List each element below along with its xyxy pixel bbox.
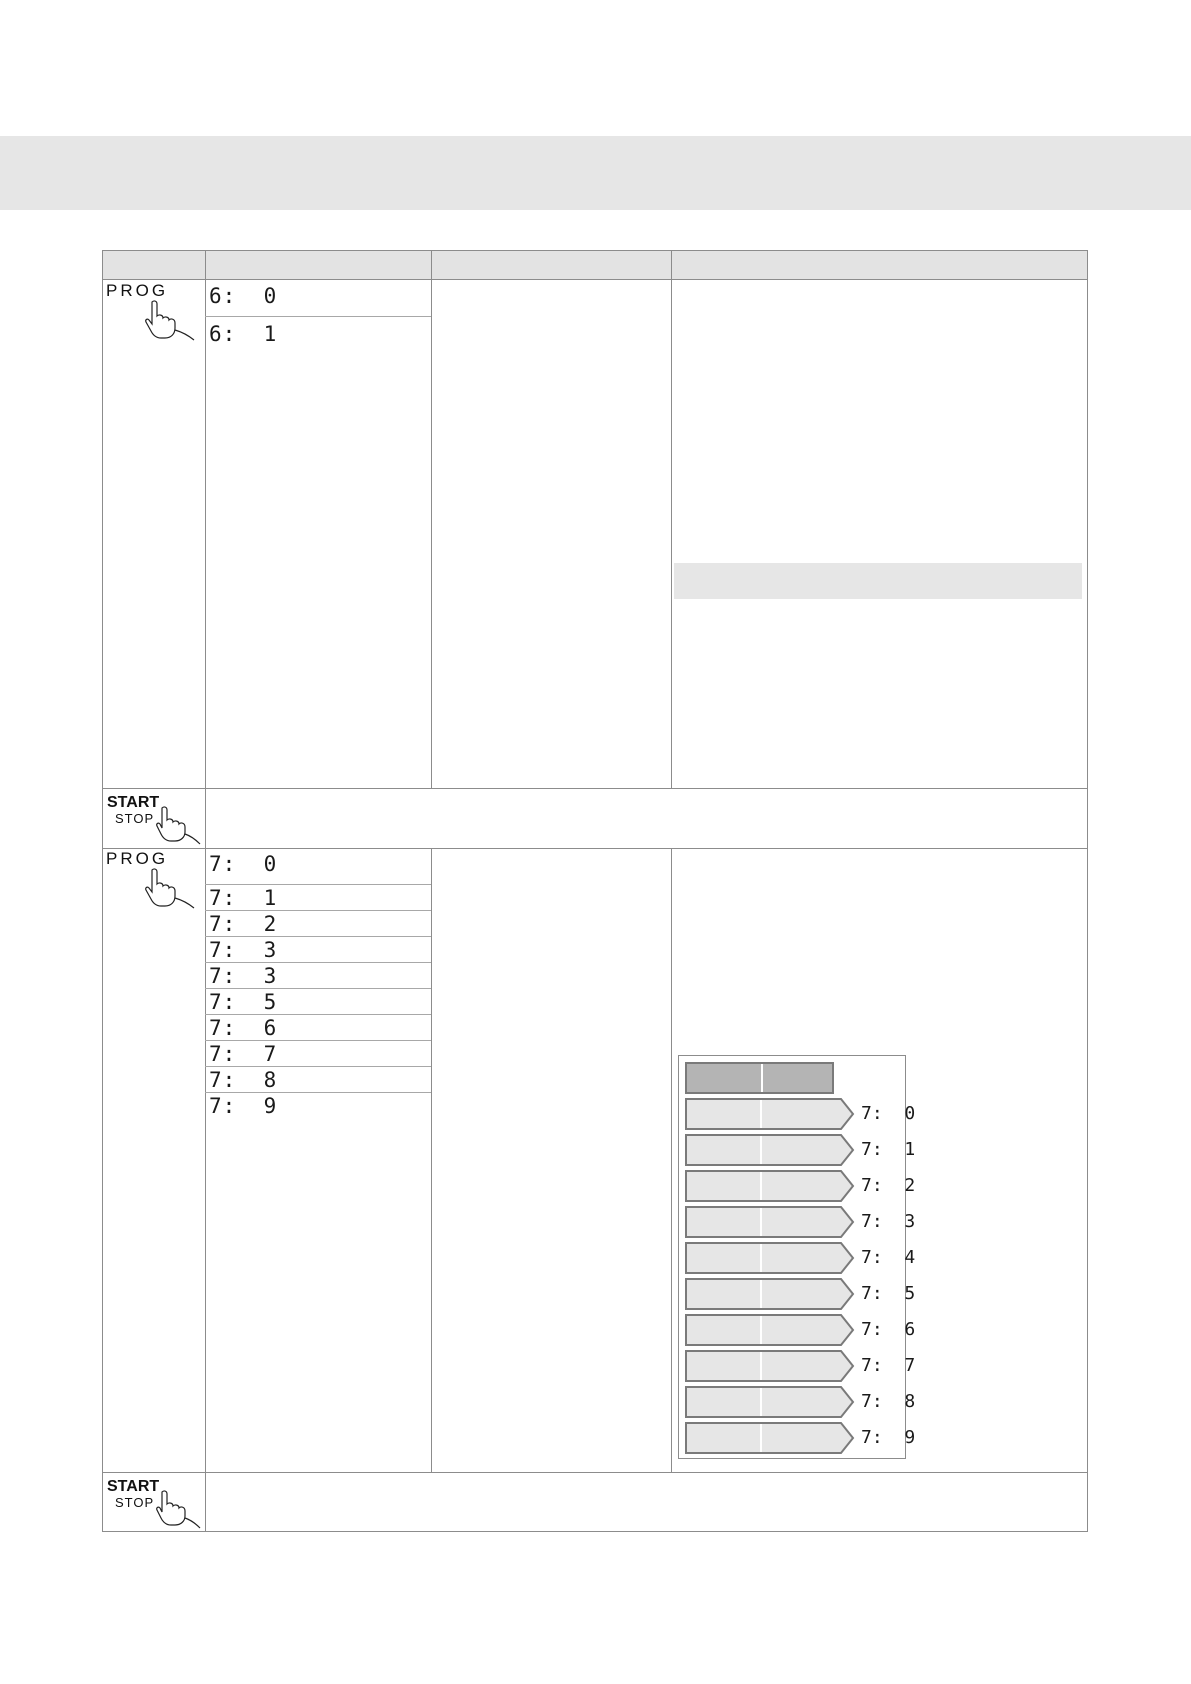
hand-press-icon bbox=[142, 298, 202, 342]
display-code: 7: 5 bbox=[209, 990, 278, 1014]
start-stop-button-2[interactable] bbox=[102, 1472, 205, 1532]
start-stop-button-1[interactable] bbox=[102, 788, 205, 848]
legend-code: 7: 3 bbox=[861, 1211, 916, 1232]
hand-press-icon bbox=[142, 866, 202, 910]
settings-table bbox=[102, 250, 1088, 1532]
legend-bar bbox=[685, 1170, 855, 1202]
prog-button-1[interactable] bbox=[102, 280, 205, 360]
display-code: 7: 0 bbox=[209, 852, 278, 876]
legend-header-bar bbox=[685, 1062, 834, 1094]
legend-bar bbox=[685, 1278, 855, 1310]
legend-bar bbox=[685, 1206, 855, 1238]
stop-label: STOP bbox=[115, 811, 155, 826]
hand-press-icon bbox=[154, 1488, 214, 1532]
prog-label: PROG bbox=[106, 281, 169, 300]
display-code: 7: 3 bbox=[209, 938, 278, 962]
legend-bar bbox=[685, 1314, 855, 1346]
legend-code: 7: 5 bbox=[861, 1283, 916, 1304]
legend-bar bbox=[685, 1242, 855, 1274]
column-header-row bbox=[102, 250, 1088, 280]
legend-code: 7: 9 bbox=[861, 1427, 916, 1448]
display-code: 6: 1 bbox=[209, 322, 278, 346]
display-code: 7: 8 bbox=[209, 1068, 278, 1092]
stop-label: STOP bbox=[115, 1495, 155, 1510]
hand-press-icon bbox=[154, 804, 214, 848]
display-code: 7: 1 bbox=[209, 886, 278, 910]
legend-code: 7: 0 bbox=[861, 1103, 916, 1124]
start-label: START bbox=[107, 794, 160, 811]
legend-code: 7: 1 bbox=[861, 1139, 916, 1160]
legend-bar bbox=[685, 1422, 855, 1454]
display-code: 6: 0 bbox=[209, 284, 278, 308]
legend-code: 7: 4 bbox=[861, 1247, 916, 1268]
display-code: 7: 7 bbox=[209, 1042, 278, 1066]
legend-bar bbox=[685, 1098, 855, 1130]
display-code: 7: 3 bbox=[209, 964, 278, 988]
prog-label: PROG bbox=[106, 849, 169, 868]
display-code: 7: 6 bbox=[209, 1016, 278, 1040]
legend-code: 7: 7 bbox=[861, 1355, 916, 1376]
legend-bar bbox=[685, 1350, 855, 1382]
display-code: 7: 9 bbox=[209, 1094, 278, 1118]
title-band bbox=[0, 136, 1191, 210]
legend-bar bbox=[685, 1386, 855, 1418]
note-band bbox=[674, 563, 1082, 599]
prog-button-2[interactable] bbox=[102, 848, 205, 928]
display-code: 7: 2 bbox=[209, 912, 278, 936]
legend-diagram bbox=[678, 1055, 916, 1459]
legend-code: 7: 8 bbox=[861, 1391, 916, 1412]
legend-bar bbox=[685, 1134, 855, 1166]
start-label: START bbox=[107, 1478, 160, 1495]
legend-code: 7: 6 bbox=[861, 1319, 916, 1340]
legend-code: 7: 2 bbox=[861, 1175, 916, 1196]
